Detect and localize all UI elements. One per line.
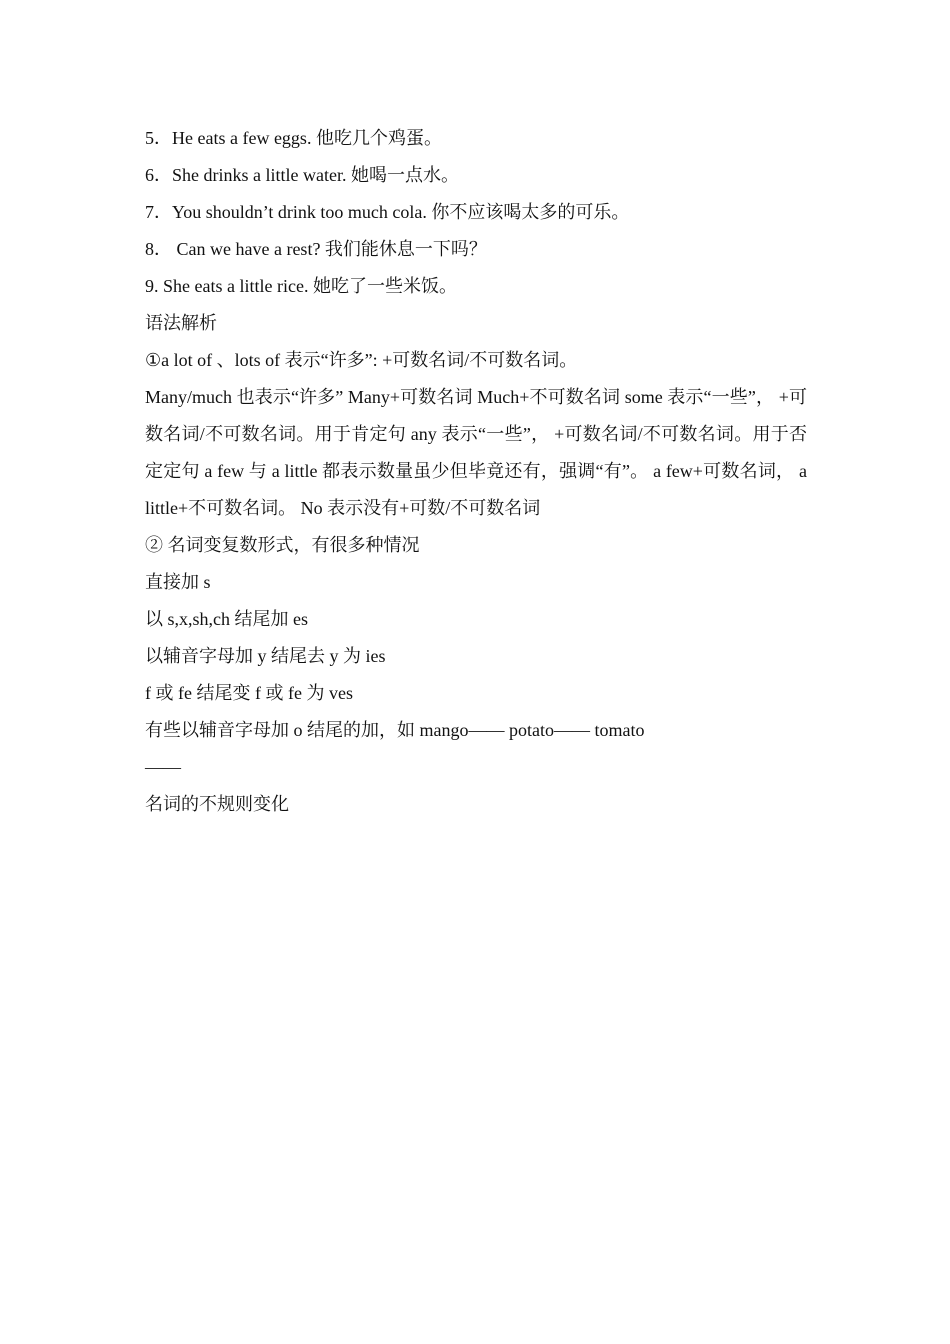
example-sentence-6: 6．She drinks a little water. 她喝一点水。: [145, 165, 459, 185]
document-content: [145, 120, 807, 823]
irregular-nouns-heading: 名词的不规则变化: [145, 794, 289, 814]
grammar-point-1-body: Many/much 也表示“许多” Many+可数名词 Much+不可数名词 some 表示“一些”， +可数名词/不可数名词。用于肯定句 any 表示“一些”， +可数名词/不可数名词。用于否定定句 a few 与 a little 都表示数量虽少但毕竟还有，强调“有”。 a few+可数名词， a little+不可数名词。 No 表示没有+可数/不可数名词: [145, 387, 807, 518]
plural-rule-2: 以 s,x,sh,ch 结尾加 es: [145, 609, 308, 629]
dash-line: ——: [145, 757, 181, 777]
example-sentence-5: 5．He eats a few eggs. 他吃几个鸡蛋。: [145, 128, 442, 148]
plural-rule-5: 有些以辅音字母加 o 结尾的加，如 mango—— potato—— tomato: [145, 720, 645, 740]
example-sentence-9: 9. She eats a little rice. 她吃了一些米饭。: [145, 276, 457, 296]
grammar-heading: 语法解析: [145, 313, 217, 333]
plural-rule-3: 以辅音字母加 y 结尾去 y 为 ies: [145, 646, 386, 666]
example-sentence-8: 8． Can we have a rest? 我们能休息一下吗？: [145, 239, 487, 259]
example-sentence-7: 7．You shouldn’t drink too much cola. 你不应该喝太多的可乐。: [145, 202, 630, 222]
grammar-point-2-title: ② 名词变复数形式，有很多种情况: [145, 535, 420, 555]
plural-rule-4: f 或 fe 结尾变 f 或 fe 为 ves: [145, 683, 353, 703]
grammar-point-1-title: ①a lot of 、lots of 表示“许多”: +可数名词/不可数名词。: [145, 350, 578, 370]
plural-rule-1: 直接加 s: [145, 572, 211, 592]
